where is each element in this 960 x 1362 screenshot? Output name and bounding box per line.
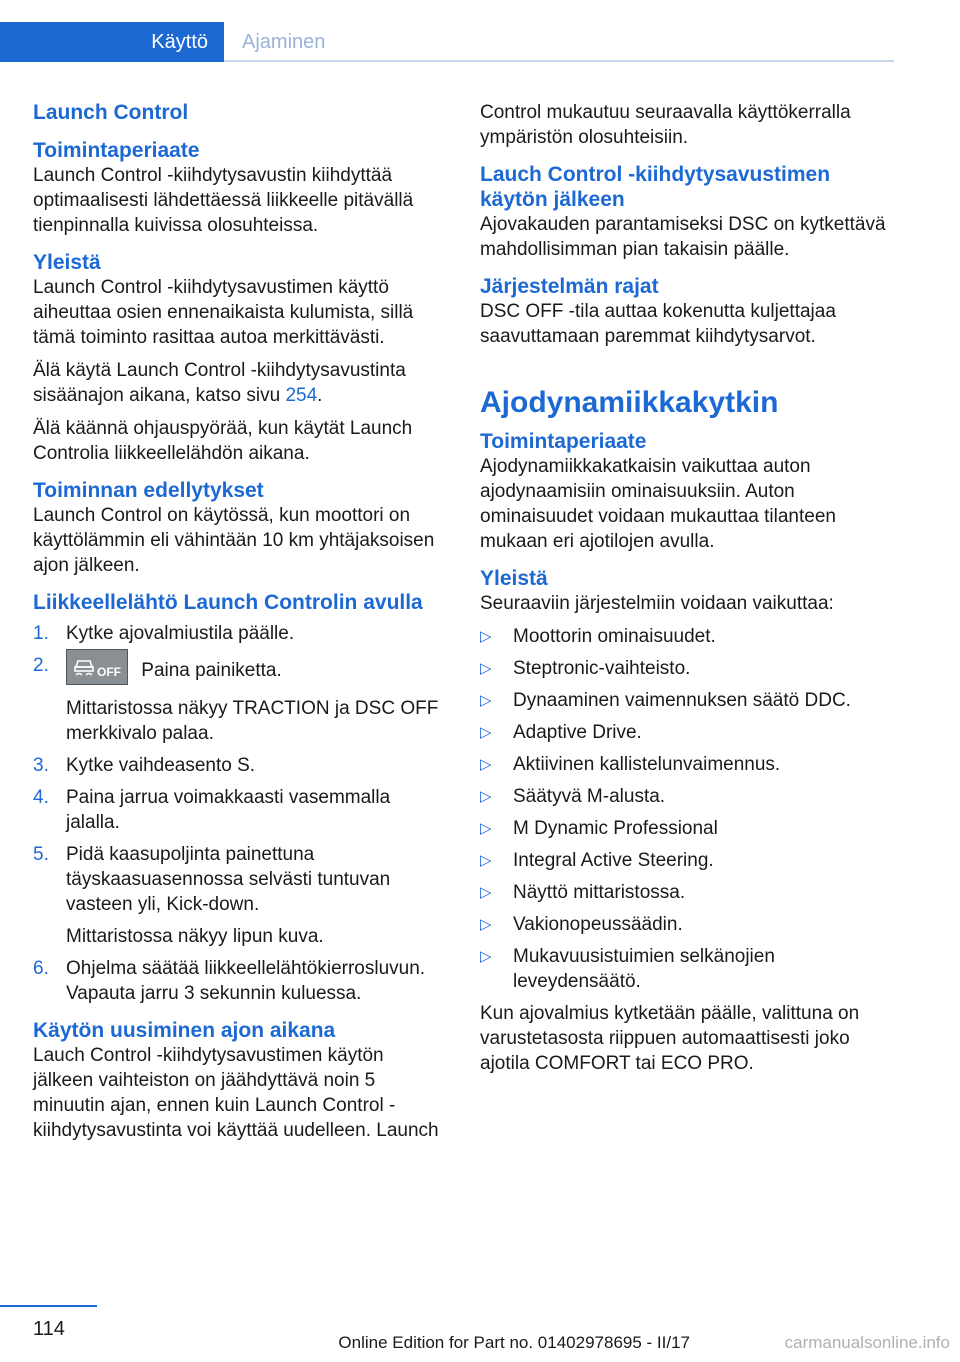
page-header: [0, 0, 960, 64]
step-number: 2.: [33, 655, 49, 676]
list-item: [33, 753, 443, 778]
triangle-bullet-icon: ▷: [480, 628, 492, 645]
heading-toimintaperiaate-2: Toimintaperiaate: [480, 430, 647, 453]
list-item: [480, 912, 890, 937]
list-item: [480, 752, 890, 777]
bullet-text: Steptronic-vaihteisto.: [513, 658, 691, 679]
bullet-text: Dynaaminen vaimennuksen säätö DDC.: [513, 690, 851, 711]
list-item: [480, 816, 890, 841]
list-item: [33, 785, 443, 835]
list-item: [480, 880, 890, 905]
paragraph: Launch Control -kiihdytysavustimen käyttö aiheuttaa osien ennenaikaista kulumista, sillä tämä toiminto rasittaa autoa merkittävästi.: [33, 277, 414, 348]
heading-toimintaperiaate: Toimintaperiaate: [33, 139, 200, 162]
section-title: Launch Control: [33, 101, 189, 124]
step-number: 1.: [33, 623, 49, 644]
step-text: Paina painiketta.: [141, 660, 282, 682]
tab-kaytto[interactable]: Käyttö: [0, 22, 224, 62]
list-item: [33, 956, 443, 1006]
bullet-text: Säätyvä M-alusta.: [513, 786, 666, 807]
list-item: [480, 784, 890, 809]
paragraph: DSC OFF -tila auttaa kokenutta kuljettajaa saavuttamaan paremmat kiihdytysarvot.: [480, 301, 836, 347]
list-item: [480, 848, 890, 873]
heading-toiminnan-edellytykset: Toiminnan edellytykset: [33, 479, 264, 502]
list-item: [33, 653, 443, 689]
text: .: [317, 385, 323, 406]
tab-ajaminen[interactable]: Ajaminen: [242, 31, 326, 53]
triangle-bullet-icon: ▷: [480, 820, 492, 837]
triangle-bullet-icon: ▷: [480, 692, 492, 709]
heading-kayton-uusiminen: Käytön uusiminen ajon aikana: [33, 1019, 336, 1042]
paragraph: Ajodynamiikkakatkaisin vaikuttaa auton ajodynaamisiin ominaisuuksiin. Auton ominaisuudet voidaan mukauttaa tilanteen mukaan eri ajotilojen avulla.: [480, 456, 836, 552]
triangle-bullet-icon: ▷: [480, 916, 492, 933]
list-item: [480, 944, 890, 994]
bullet-text: Vakionopeussäädin.: [513, 914, 683, 935]
step-text: Paina jarrua voimakkaasti vasemmalla jalalla.: [66, 787, 391, 833]
traction-car-icon: [73, 657, 95, 677]
step-text: Ohjelma säätää liikkeellelähtökierrosluvun. Vapauta jarru 3 sekunnin kuluessa.: [66, 958, 426, 1004]
paragraph: Lauch Control -kiihdytysavustimen käytön jälkeen vaihteiston on jäähdyttävä noin 5 minuutin ajan, ennen kuin Launch Control -kiihdytysavustinta voi käyttää uudelleen. Launch: [33, 1045, 439, 1141]
bullet-text: Mukavuusistuimien selkänojien leveydensäätö.: [513, 946, 775, 992]
heading-kayton-jalkeen: Lauch Control -kiihdytysavustimen käytön jälkeen: [480, 163, 831, 211]
list-item: [480, 720, 890, 745]
dsc-off-button-icon: [66, 649, 128, 685]
paragraph: Älä käännä ohjauspyörää, kun käytät Launch Controlia liikkeellelähdön aikana.: [33, 418, 413, 464]
bullet-text: Näyttö mittaristossa.: [513, 882, 686, 903]
step-number: 5.: [33, 844, 49, 865]
text: Älä käytä Launch Control -kiihdytysavustinta sisäänajon aikana, katso sivu: [33, 360, 406, 406]
page-link[interactable]: 254: [285, 385, 318, 406]
list-item: [33, 621, 443, 646]
paragraph: Seuraaviin järjestelmiin voidaan vaikuttaa:: [480, 593, 834, 614]
bullet-text: M Dynamic Professional: [513, 818, 718, 839]
page-number: 114: [33, 1318, 65, 1340]
triangle-bullet-icon: ▷: [480, 788, 492, 805]
paragraph: Launch Control -kiihdytysavustin kiihdyttää optimaalisesti lähdettäessä liikkeelle pitävällä tienpinnalla kuivissa olosuhteissa.: [33, 165, 414, 236]
triangle-bullet-icon: ▷: [480, 756, 492, 773]
footer-rule: [0, 1305, 97, 1307]
triangle-bullet-icon: ▷: [480, 724, 492, 741]
heading-yleista-2: Yleistä: [480, 567, 548, 590]
paragraph: Kun ajovalmius kytketään päälle, valittuna on varustetasosta riippuen automaattisesti joko ajotila COMFORT tai ECO PRO.: [480, 1003, 860, 1074]
triangle-bullet-icon: ▷: [480, 884, 492, 901]
step-text: Pidä kaasupoljinta painettuna täyskaasuasennossa selvästi tuntuvan vasteen yli, Kick-down.: [66, 844, 391, 915]
list-item: [480, 624, 890, 649]
bullet-text: Aktiivinen kallistelunvaimennus.: [513, 754, 781, 775]
step-text: Kytke ajovalmiustila päälle.: [66, 623, 295, 644]
paragraph: Ajovakauden parantamiseksi DSC on kytkettävä mahdollisimman pian takaisin päälle.: [480, 214, 886, 260]
bullet-list: [480, 624, 890, 994]
header-divider: [224, 60, 894, 62]
edition-text: Online Edition for Part no. 01402978695 - II/17: [338, 1333, 690, 1352]
paragraph: [33, 358, 443, 408]
steps-list: [33, 621, 443, 1006]
heading-jarjestelman-rajat: Järjestelmän rajat: [480, 275, 659, 298]
bullet-text: Integral Active Steering.: [513, 850, 714, 871]
step-number: 3.: [33, 755, 49, 776]
paragraph: Launch Control on käytössä, kun moottori on käyttölämmin eli vähintään 10 km yhtäjaksoisen ajon jälkeen.: [33, 505, 435, 576]
list-item: [33, 842, 443, 917]
off-label: OFF: [97, 665, 121, 679]
heading-liikkeellelahto: Liikkeellelähtö Launch Controlin avulla: [33, 591, 423, 614]
triangle-bullet-icon: ▷: [480, 948, 492, 965]
step-note: Mittaristossa näkyy TRACTION ja DSC OFF merkkivalo palaa.: [66, 698, 439, 744]
step-note: Mittaristossa näkyy lipun kuva.: [66, 926, 324, 947]
watermark: carmanualsonline.info: [784, 1333, 950, 1352]
left-column: [33, 100, 443, 1143]
list-item: [480, 656, 890, 681]
chapter-title: Ajodynamiikkakytkin: [480, 386, 779, 419]
bullet-text: Adaptive Drive.: [513, 722, 642, 743]
triangle-bullet-icon: ▷: [480, 660, 492, 677]
step-number: 6.: [33, 958, 49, 979]
heading-yleista: Yleistä: [33, 251, 101, 274]
triangle-bullet-icon: ▷: [480, 852, 492, 869]
step-text: Kytke vaihdeasento S.: [66, 755, 256, 776]
paragraph: Control mukautuu seuraavalla käyttökerralla ympäristön olosuhteisiin.: [480, 102, 851, 148]
bullet-text: Moottorin ominaisuudet.: [513, 626, 716, 647]
list-item: [480, 688, 890, 713]
step-number: 4.: [33, 787, 49, 808]
right-column: [480, 100, 890, 1076]
